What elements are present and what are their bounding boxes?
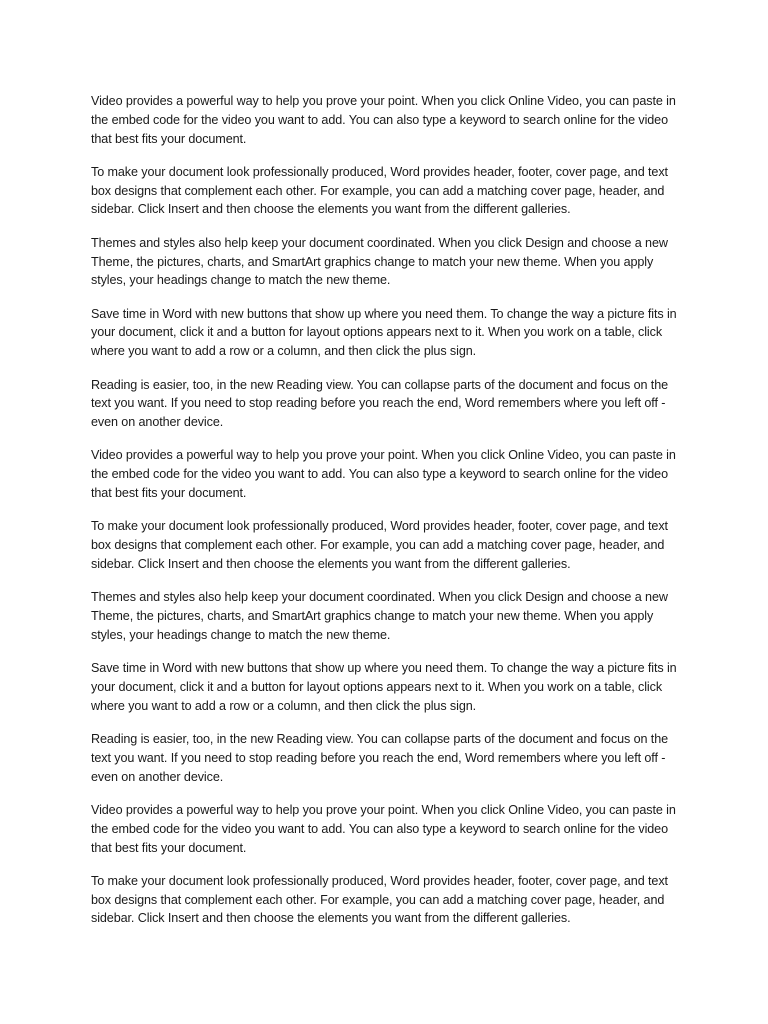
paragraph-3: Themes and styles also help keep your document coordinated. When you click Design and choose a new Theme, the pictures, charts, and SmartArt graphics change to match your new theme. When you apply styles, your headings change to match the new theme. — [91, 235, 668, 288]
paragraph-5: Reading is easier, too, in the new Reading view. You can collapse parts of the document and focus on the text you want. If you need to stop reading before you reach the end, Word remembers where you left off - even on another device. — [91, 377, 668, 430]
paragraph-11: Video provides a powerful way to help you prove your point. When you click Online Video, you can paste in the embed code for the video you want to add. You can also type a keyword to search online for the video that best fits your document. — [91, 802, 676, 855]
document-page — [91, 92, 687, 943]
paragraph-1: Video provides a powerful way to help you prove your point. When you click Online Video, you can paste in the embed code for the video you want to add. You can also type a keyword to search online for the video that best fits your document. — [91, 94, 676, 146]
paragraph-2: To make your document look professionally produced, Word provides header, footer, cover page, and text box designs that complement each other. For example, you can add a matching cover page, header, and sidebar. Click Insert and then choose the elements you want from the different galleries. — [91, 164, 668, 217]
paragraph-7: To make your document look professionally produced, Word provides header, footer, cover page, and text box designs that complement each other. For example, you can add a matching cover page, header, and sidebar. Click Insert and then choose the elements you want from the different galleries. — [91, 519, 668, 571]
paragraph-9: Save time in Word with new buttons that show up where you need them. To change the way a picture fits in your document, click it and a button for layout options appears next to it. When you work on a table, click where you want to add a row or a column, and then click the plus sign. — [91, 661, 677, 713]
paragraph-4: Save time in Word with new buttons that show up where you need them. To change the way a picture fits in your document, click it and a button for layout options appears next to it. When you work on a table, click where you want to add a row or a column, and then click the plus sign. — [91, 306, 677, 359]
paragraph-8: Themes and styles also help keep your document coordinated. When you click Design and choose a new Theme, the pictures, charts, and SmartArt graphics change to match your new theme. When you apply styles, your headings change to match the new theme. — [91, 590, 668, 642]
paragraph-10: Reading is easier, too, in the new Reading view. You can collapse parts of the document and focus on the text you want. If you need to stop reading before you reach the end, Word remembers where you left off - even on another device. — [91, 732, 668, 784]
paragraph-12: To make your document look professionally produced, Word provides header, footer, cover page, and text box designs that complement each other. For example, you can add a matching cover page, header, and sidebar. Click Insert and then choose the elements you want from the different galleries. — [91, 873, 668, 926]
paragraph-6: Video provides a powerful way to help you prove your point. When you click Online Video, you can paste in the embed code for the video you want to add. You can also type a keyword to search online for the video that best fits your document. — [91, 448, 676, 501]
